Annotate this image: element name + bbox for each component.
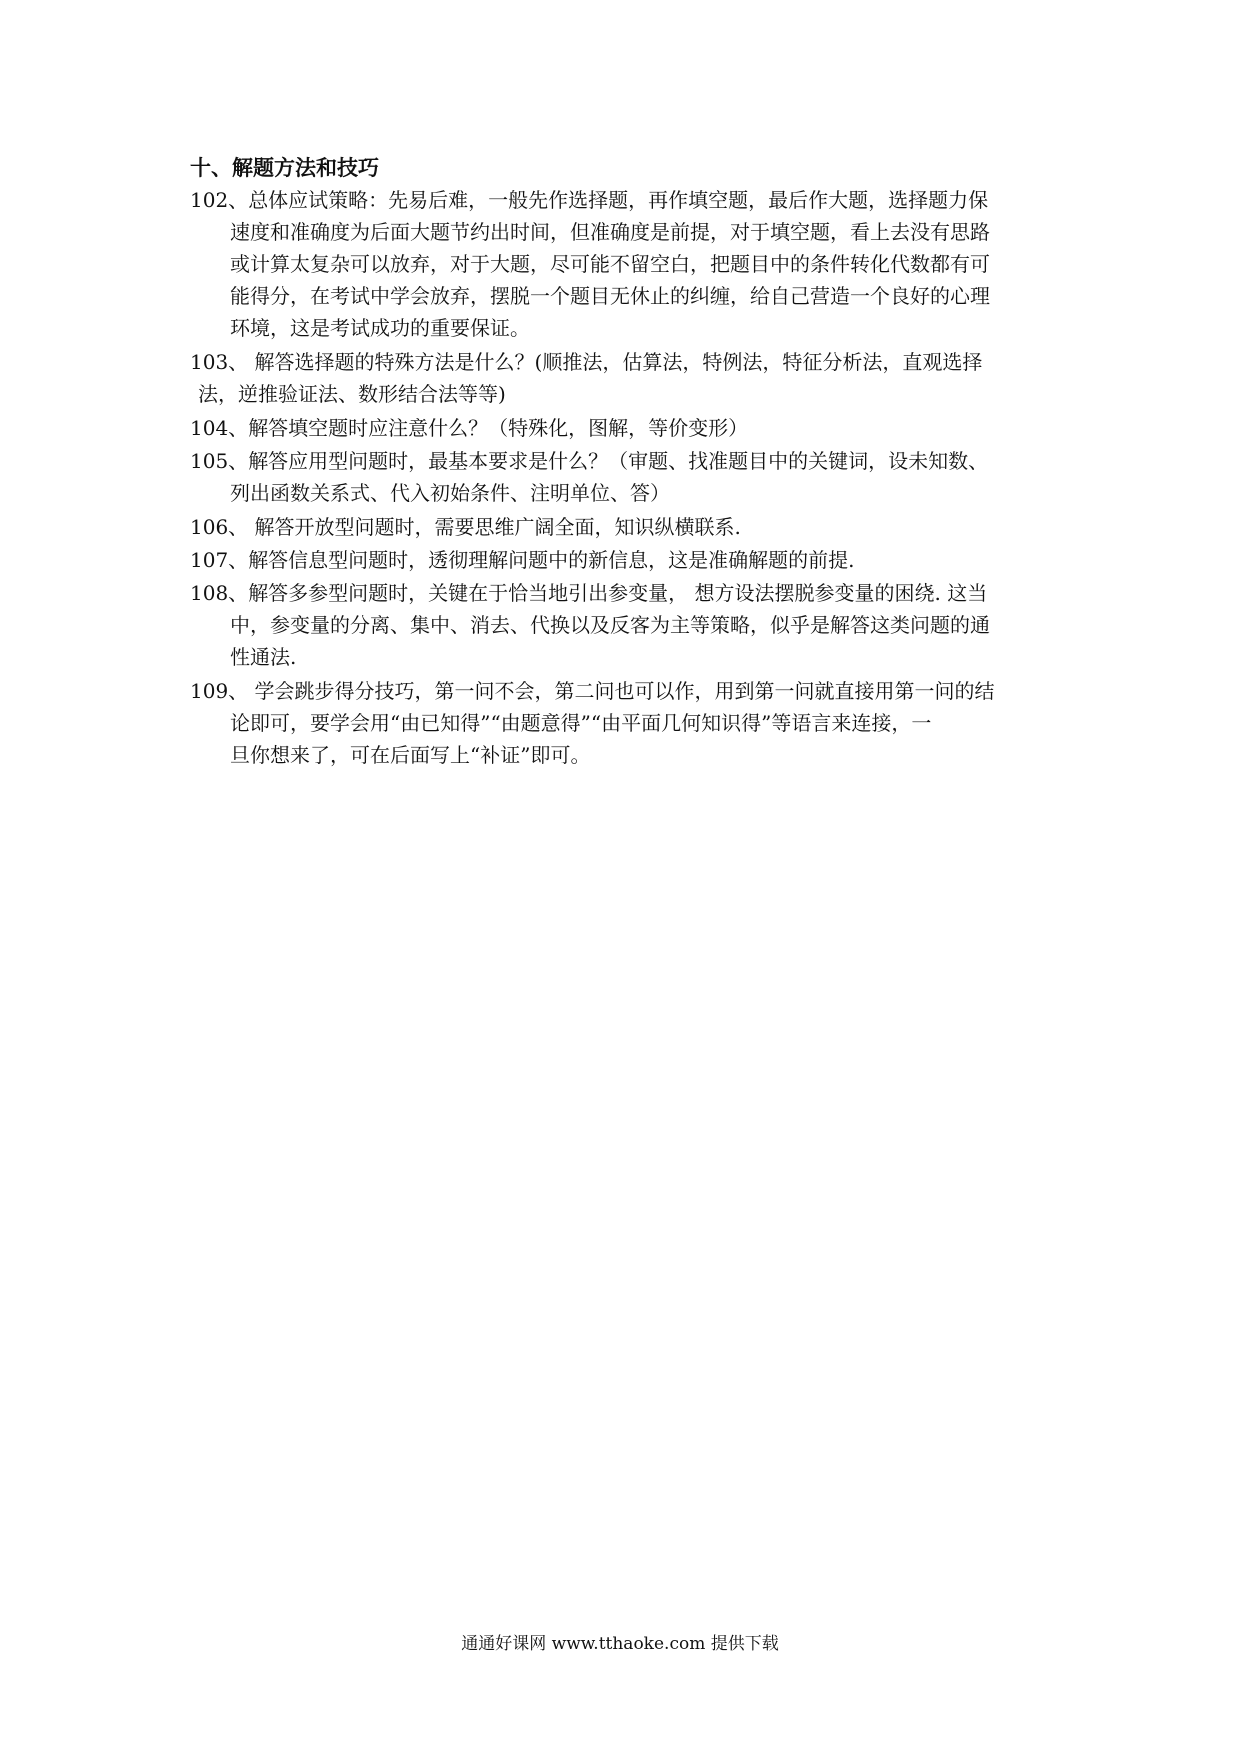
item-text-line: 或计算太复杂可以放弃，对于大题，尽可能不留空白，把题目中的条件转化代数都有可: [230, 252, 990, 276]
item-first-line: [190, 412, 1060, 444]
item-first-line: [190, 445, 1060, 477]
item-text-line: 中，参变量的分离、集中、消去、代换以及反客为主等策略，似乎是解答这类问题的通: [230, 613, 990, 637]
item-text-line: 解答开放型问题时，需要思维广阔全面，知识纵横联系.: [248, 515, 741, 539]
footer-download-note: 通通好课网 www.tthaoke.com 提供下载: [461, 1634, 779, 1654]
item-number: 109、: [190, 679, 249, 703]
list-item-104: [190, 412, 1060, 444]
list-item-105: [190, 445, 1060, 509]
item-number: 105、: [190, 449, 249, 473]
item-number: 106、: [190, 515, 249, 539]
item-text-line: 速度和准确度为后面大题节约出时间，但准确度是前提，对于填空题，看上去没有思路: [230, 220, 990, 244]
list-item-109: [190, 675, 1060, 771]
list-item-102: [190, 184, 1060, 344]
list-item-106: [190, 511, 1060, 543]
item-text-line: 性通法.: [230, 645, 297, 669]
item-text-line: 解答填空题时应注意什么？（特殊化，图解，等价变形）: [248, 416, 749, 440]
item-text-line: 法，逆推验证法、数形结合法等等): [198, 382, 506, 406]
item-number: 103、: [190, 350, 249, 374]
item-first-line: [190, 511, 1060, 543]
item-text-line: 学会跳步得分技巧，第一问不会，第二问也可以作，用到第一问就直接用第一问的结: [248, 679, 995, 703]
item-first-line: [190, 544, 1060, 576]
item-text-line: 解答选择题的特殊方法是什么？(顺推法，估算法，特例法，特征分析法，直观选择: [248, 350, 983, 374]
list-item-107: [190, 544, 1060, 576]
item-number: 102、: [190, 188, 249, 212]
item-text-line: 论即可，要学会用“由已知得”“由题意得”“由平面几何知识得”等语言来连接，一: [230, 711, 932, 735]
item-first-line: [190, 346, 1060, 378]
item-number: 108、: [190, 581, 249, 605]
list-item-108: [190, 577, 1060, 673]
item-text-line: 环境，这是考试成功的重要保证。: [230, 316, 530, 340]
item-text-line: 解答信息型问题时，透彻理解问题中的新信息，这是准确解题的前提.: [248, 548, 855, 572]
item-text-line: 列出函数关系式、代入初始条件、注明单位、答）: [230, 481, 670, 505]
item-number: 107、: [190, 548, 249, 572]
item-first-line: [190, 184, 1060, 216]
section-title: 十、解题方法和技巧: [190, 155, 379, 180]
item-text-line: 解答应用型问题时，最基本要求是什么？（审题、找准题目中的关键词，设未知数、: [248, 449, 989, 473]
list-item-103: [190, 346, 1060, 410]
item-number: 104、: [190, 416, 249, 440]
item-text-line: 解答多参型问题时，关键在于恰当地引出参变量， 想方设法摆脱参变量的困绕. 这当: [248, 581, 988, 605]
item-text-line: 总体应试策略：先易后难，一般先作选择题，再作填空题，最后作大题，选择题力保: [248, 188, 989, 212]
item-first-line: [190, 577, 1060, 609]
item-text-line: 旦你想来了，可在后面写上“补证”即可。: [230, 743, 591, 767]
item-text-line: 能得分，在考试中学会放弃，摆脱一个题目无休止的纠缠，给自己营造一个良好的心理: [230, 284, 990, 308]
item-first-line: [190, 675, 1060, 707]
